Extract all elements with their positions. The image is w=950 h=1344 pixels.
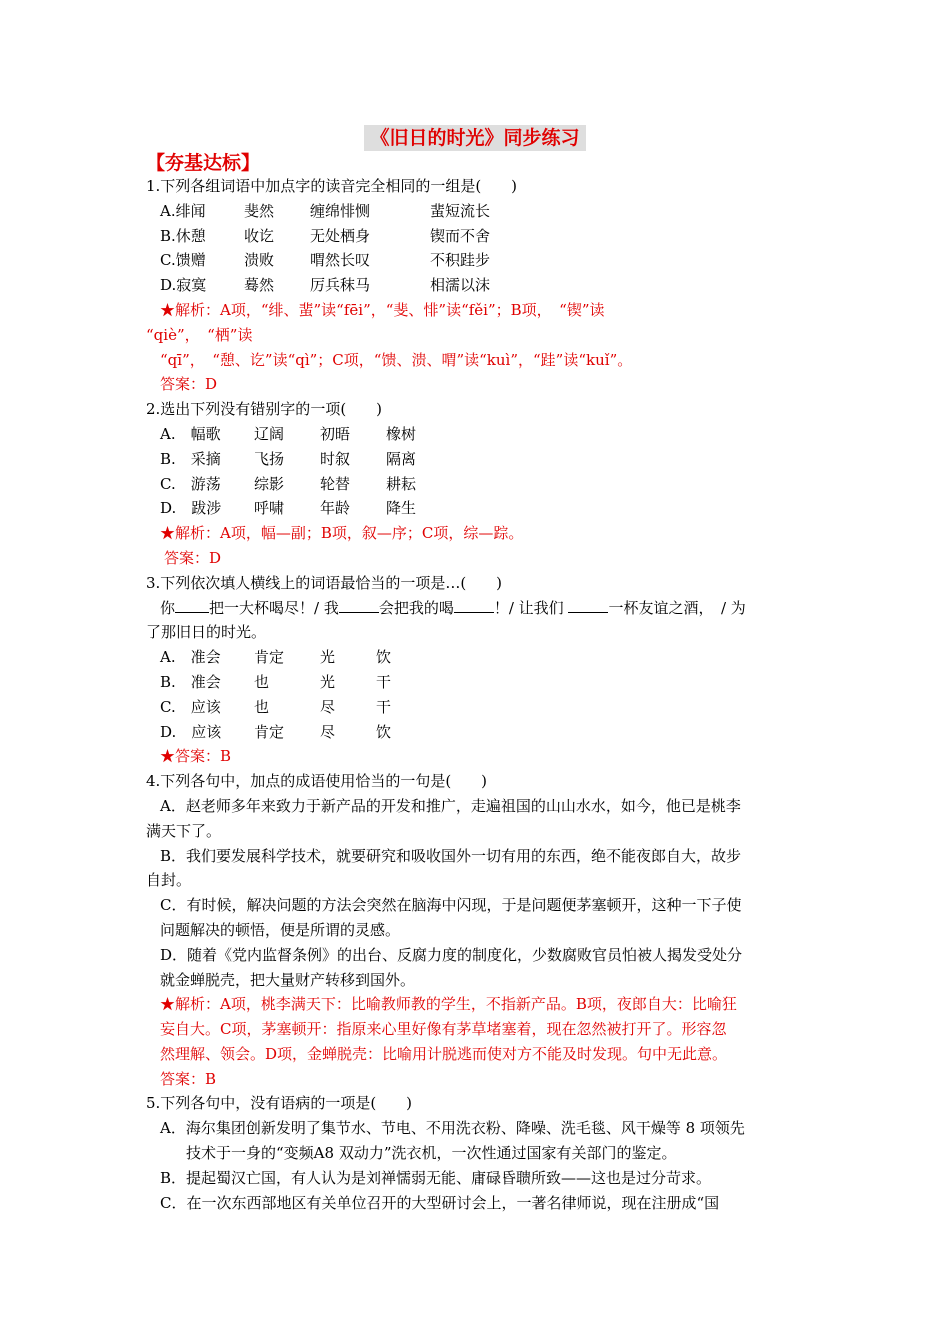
question-1-analysis: ★解析：A项，“绯、蜚”读“fēi”，“斐、悱”读“fěi”；B项， “锲”读 <box>160 300 605 319</box>
document-title: 《旧日的时光》同步练习 <box>0 123 950 150</box>
question-3-option-c: C. 应该 也 尽 干 <box>160 697 392 716</box>
blank-2 <box>339 596 379 613</box>
question-5-option-c: C．在一次东西部地区有关单位召开的大型研讨会上，一著名律师说，现在注册成“国 <box>160 1193 720 1212</box>
question-3-passage-cont: 了那旧日的时光。 <box>146 623 267 642</box>
question-4-analysis: ★解析：A项，桃李满天下：比喻教师教的学生，不指新产品。B项，夜郎自大：比喻狂 <box>160 995 737 1014</box>
question-1-answer: 答案：D <box>160 375 218 394</box>
question-1-option-d: D.寂寞 蓦然 厉兵秣马 相濡以沫 <box>160 276 491 295</box>
question-2-option-b: B. 采摘 飞扬 时叙 隔离 <box>160 449 417 468</box>
question-1-option-c: C.馈赠 溃败 喟然长叹 不积跬步 <box>160 251 491 270</box>
question-3-stem: 3.下列依次填人横线上的词语最恰当的一项是…( ) <box>146 573 503 592</box>
question-2-option-a: A. 幅歌 辽阔 初晤 橡树 <box>160 424 417 443</box>
question-5-stem: 5.下列各句中，没有语病的一项是( ) <box>146 1094 413 1113</box>
blank-1 <box>175 596 209 613</box>
question-4-option-c: C．有时候，解决问题的方法会突然在脑海中闪现，于是问题便茅塞顿开，这种一下子使 <box>160 896 742 915</box>
question-4-stem: 4.下列各句中，加点的成语使用恰当的一句是( ) <box>146 772 488 791</box>
question-4-analysis-cont: 然理解、领会。D项，金蝉脱壳：比喻用计脱逃而使对方不能及时发现。句中无此意。 <box>160 1044 728 1063</box>
question-4-analysis-cont: 妄自大。C项，茅塞顿开：指原来心里好像有茅草堵塞着，现在忽然被打开了。形容忽 <box>160 1020 727 1039</box>
question-3-option-b: B. 准会 也 光 干 <box>160 672 392 691</box>
question-2-stem: 2.选出下列没有错别字的一项( ) <box>146 400 383 419</box>
question-4-option-d-cont: 就金蝉脱壳，把大量财产转移到国外。 <box>160 970 416 989</box>
blank-3 <box>454 596 494 613</box>
question-4-option-b: B．我们要发展科学技术，就要研究和吸收国外一切有用的东西，绝不能夜郎自大，故步 <box>160 846 742 865</box>
question-1-analysis-cont: “qiè”， “栖”读 <box>146 325 253 344</box>
question-4-option-b-cont: 自封。 <box>146 871 192 890</box>
question-4-option-c-cont: 问题解决的顿悟，便是所谓的灵感。 <box>160 920 401 939</box>
question-1-option-a: A.绯闻 斐然 缠绵悱恻 蜚短流长 <box>160 201 491 220</box>
question-5-option-a-cont: 技术于一身的“变频A8 双动力”洗衣机，一次性通过国家有关部门的鉴定。 <box>186 1144 677 1163</box>
question-2-answer: 答案：D <box>164 548 222 567</box>
question-4-option-a: A．赵老师多年来致力于新产品的开发和推广，走遍祖国的山山水水，如今，他已是桃李 <box>160 796 741 815</box>
question-1-option-b: B.休憩 收讫 无处栖身 锲而不舍 <box>160 226 491 245</box>
question-4-answer: 答案：B <box>160 1069 217 1088</box>
question-4-option-d: D．随着《党内监督条例》的出台、反腐力度的制度化，少数腐败官员怕被人揭发受处分 <box>160 945 743 964</box>
question-2-analysis: ★解析：A项，幅—副；B项，叙—序；C项，综—踪。 <box>160 524 524 543</box>
question-5-option-b: B．提起蜀汉亡国，有人认为是刘禅懦弱无能、庸碌昏聩所致——这也是过分苛求。 <box>160 1168 712 1187</box>
question-5-option-a: A．海尔集团创新发明了集节水、节电、不用洗衣粉、降噪、洗毛毯、风干燥等 8 项领先 <box>160 1119 745 1138</box>
question-3-passage: 你 把一大杯喝尽！/ 我 会把我的喝 ！/ 让我们 一杯友谊之酒， / 为 <box>146 596 810 621</box>
question-1-analysis-cont: “qī”， “憩、讫”读“qì”；C项，“馈、溃、喟”读“kuì”，“跬”读“kuǐ”。 <box>160 350 633 369</box>
section-heading: 【夯基达标】 <box>146 152 261 174</box>
question-3-answer: ★答案：B <box>160 747 232 766</box>
blank-4 <box>568 596 608 613</box>
question-1-stem: 1.下列各组词语中加点字的读音完全相同的一组是( ) <box>146 177 518 195</box>
question-4-option-a-cont: 满天下了。 <box>146 821 222 840</box>
question-2-option-c: C. 游荡 综影 轮替 耕耘 <box>160 474 417 493</box>
exercise-content <box>146 174 810 1215</box>
question-3-option-a: A. 准会 肯定 光 饮 <box>160 648 392 667</box>
question-3-option-d: D. 应该 肯定 尽 饮 <box>160 722 392 741</box>
question-2-option-d: D. 跋涉 呼啸 年龄 降生 <box>160 499 417 518</box>
